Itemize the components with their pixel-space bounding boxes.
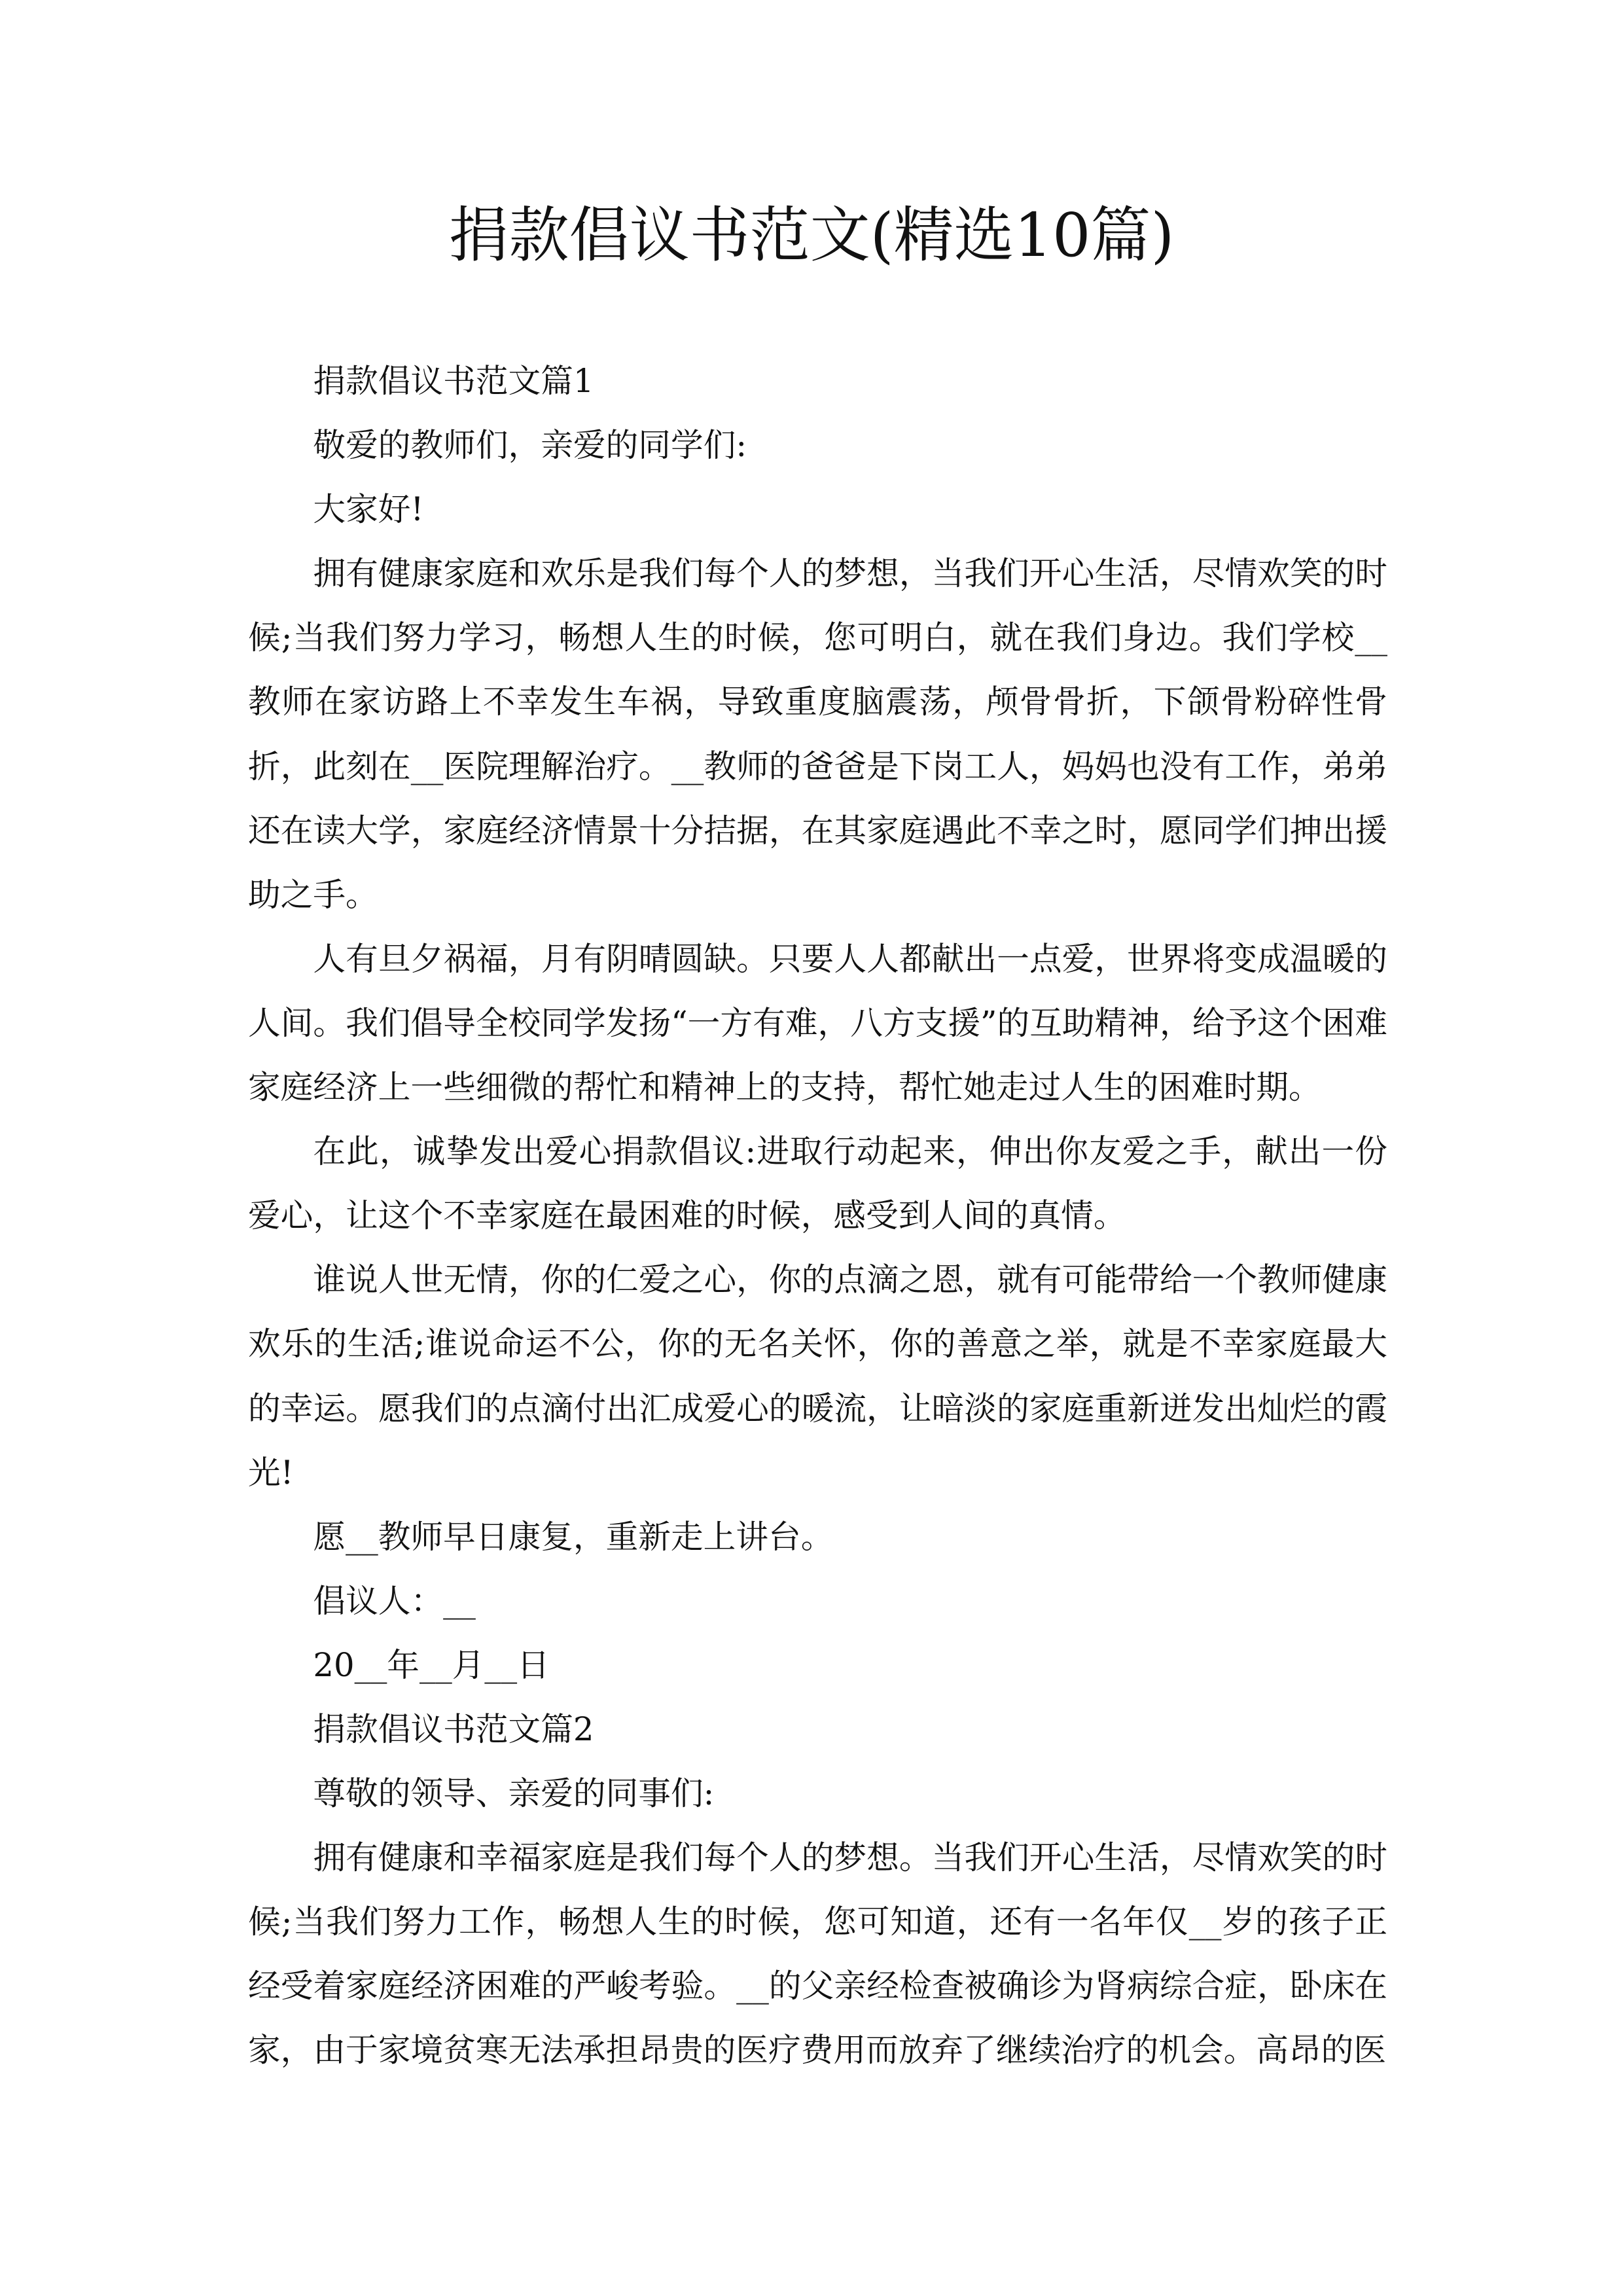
document-title: 捐款倡议书范文(精选10篇) [448,200,1175,270]
paragraph: 谁说人世无情，你的仁爱之心，你的点滴之恩，就有可能带给一个教师健康欢乐的生活;谁说命运不公，你的无名关怀，你的善意之举，就是不幸家庭最大的幸运。愿我们的点滴付出汇成爱心的暖流，让暗淡的家庭重新迸发出灿烂的霞光! [248,1261,1387,1492]
paragraph: 在此，诚挚发出爱心捐款倡议:进取行动起来，伸出你友爱之手，献出一份爱心，让这个不幸家庭在最困难的时候，感受到人间的真情。 [248,1132,1387,1235]
paragraph: 人有旦夕祸福，月有阴晴圆缺。只要人人都献出一点爱，世界将变成温暖的人间。我们倡导全校同学发扬“一方有难，八方支援”的互助精神，给予这个困难家庭经济上一些细微的帮忙和精神上的支持，帮忙她走过人生的困难时期。 [248,939,1387,1107]
greeting: 大家好! [313,490,424,529]
section-heading-1: 捐款倡议书范文篇1 [313,362,594,400]
paragraph: 拥有健康家庭和欢乐是我们每个人的梦想，当我们开心生活，尽情欢笑的时候;当我们努力学习，畅想人生的时候，您可明白，就在我们身边。我们学校__教师在家访路上不幸发生车祸，导致重度脑震荡，颅骨骨折，下颌骨粉碎性骨折，此刻在__医院理解治疗。__教师的爸爸是下岗工人，妈妈也没有工作，弟弟还在读大学，家庭经济情景十分拮据，在其家庭遇此不幸之时，愿同学们抻出援助之手。 [248,554,1387,914]
paragraph: 愿__教师早日康复，重新走上讲台。 [313,1517,834,1556]
date-line: 20__年__月__日 [313,1645,550,1684]
document-body [248,349,1387,2083]
salutation: 敬爱的教师们，亲爱的同学们: [313,426,747,465]
section-heading-2: 捐款倡议书范文篇2 [313,1710,594,1748]
paragraph: 拥有健康和幸福家庭是我们每个人的梦想。当我们开心生活，尽情欢笑的时候;当我们努力工作，畅想人生的时候，您可知道，还有一名年仅__岁的孩子正经受着家庭经济困难的严峻考验。__的父亲经检查被确诊为肾病综合症，卧床在家，由于家境贫寒无法承担昂贵的医疗费用而放弃了继续治疗的机会。高昂的医 [248,1839,1387,2070]
salutation: 尊敬的领导、亲爱的同事们: [313,1774,715,1813]
signatory: 倡议人：__ [313,1581,476,1620]
